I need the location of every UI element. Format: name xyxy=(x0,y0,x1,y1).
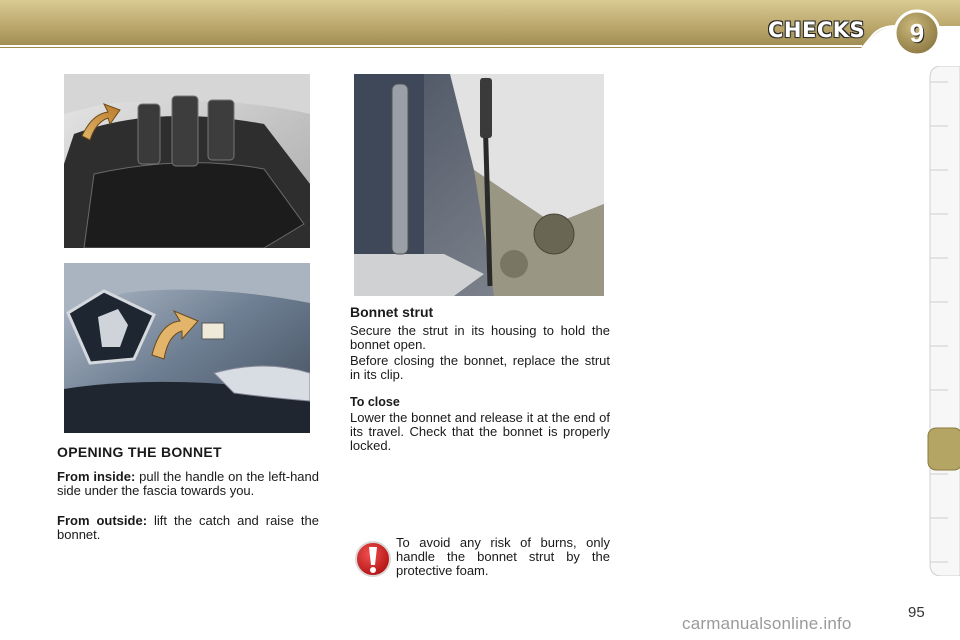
bonnet-strut-heading: Bonnet strut xyxy=(350,304,434,320)
strut-paragraph-1: Secure the strut in its housing to hold the bonnet open. xyxy=(350,323,610,352)
to-close-paragraph: Lower the bonnet and release it at the end of its travel. Check that the bonnet is properly locked. xyxy=(350,410,610,453)
from-outside-text: lift the catch and raise the bonnet. xyxy=(57,513,319,542)
strut-paragraph-2: Before closing the bonnet, replace the strut in its clip. xyxy=(350,353,610,382)
chapter-number: 9 xyxy=(909,18,925,48)
chapter-title: CHECKS xyxy=(768,18,866,42)
outside-catch-photo xyxy=(64,263,310,433)
chapter-tabs xyxy=(926,66,960,576)
page-number: 95 xyxy=(908,604,925,621)
chapter-header xyxy=(0,0,960,56)
to-close-heading: To close xyxy=(350,395,400,409)
from-outside-label: From outside: xyxy=(57,513,148,528)
opening-bonnet-heading: OPENING THE BONNET xyxy=(57,444,222,460)
from-inside-label: From inside: xyxy=(57,469,136,484)
from-outside-paragraph xyxy=(57,514,319,542)
warning-text: To avoid any risk of burns, only handle the bonnet strut by the protective foam. xyxy=(396,535,610,578)
interior-handle-photo xyxy=(64,74,310,248)
bonnet-strut-photo xyxy=(354,74,604,296)
watermark: carmanualsonline.info xyxy=(682,614,852,633)
from-inside-paragraph xyxy=(57,470,319,498)
exclamation-warning-icon xyxy=(354,539,392,579)
from-inside-text: pull the handle on the left-hand side under the fascia towards you. xyxy=(57,469,319,498)
